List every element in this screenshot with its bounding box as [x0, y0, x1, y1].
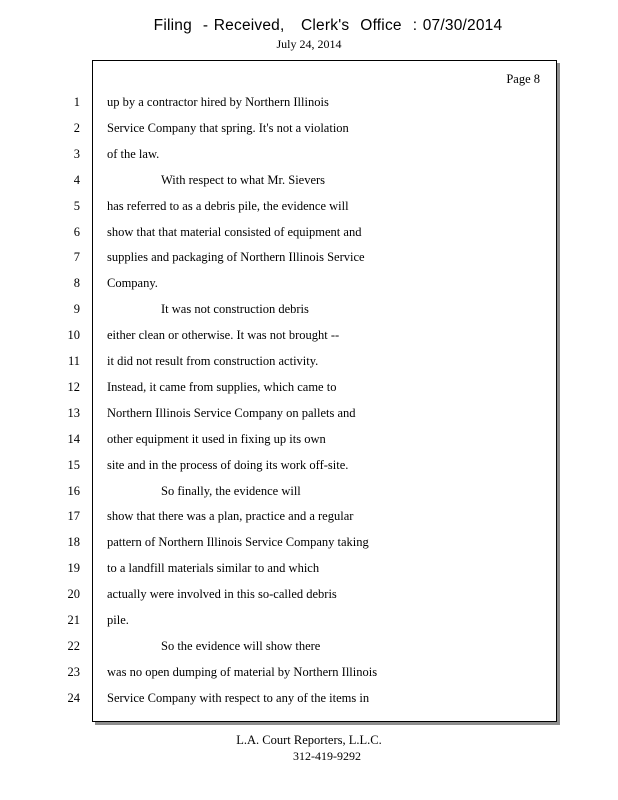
line-text: Instead, it came from supplies, which came to — [107, 379, 337, 394]
line-text: It was not construction debris — [161, 302, 309, 317]
line-text: With respect to what Mr. Sievers — [161, 172, 326, 187]
line-number: 16 — [67, 483, 80, 498]
line-text: it did not result from construction activity. — [107, 354, 319, 368]
line-number: 3 — [73, 146, 80, 161]
line-number: 23 — [67, 664, 80, 679]
line-text: supplies and packaging of Northern Illinois Service — [107, 250, 365, 265]
line-text: pattern of Northern Illinois Service Company taking — [107, 535, 369, 550]
line-number: 24 — [67, 690, 80, 705]
line-number: 17 — [67, 509, 80, 524]
line-text: other equipment it used in fixing up its own — [107, 431, 326, 446]
line-text: Service Company that spring. It's not a violation — [107, 120, 349, 135]
line-number: 12 — [67, 379, 80, 394]
court-reporter-phone: 312-419-9292 — [293, 749, 361, 763]
page-number: Page 8 — [506, 72, 540, 86]
court-reporter-name: L.A. Court Reporters, L.L.C. — [236, 733, 382, 747]
line-number: 19 — [67, 561, 80, 576]
line-text: was no open dumping of material by Northern Illinois — [107, 664, 378, 679]
line-number: 5 — [73, 198, 80, 213]
line-number: 15 — [67, 457, 80, 472]
line-text: Northern Illinois Service Company on pallets and — [107, 405, 356, 420]
line-number: 4 — [73, 172, 80, 187]
line-number: 21 — [67, 613, 80, 627]
line-number: 11 — [67, 354, 80, 368]
line-number: 8 — [73, 276, 80, 291]
line-text: site and in the process of doing its work off-site. — [107, 457, 349, 472]
filing-stamp-text: Filing - Received, Clerk's Office : 07/30/2014 — [153, 17, 503, 34]
line-text: up by a contractor hired by Northern Illinois — [107, 95, 329, 109]
line-number: 7 — [73, 250, 80, 265]
line-text: Service Company with respect to any of the items in — [107, 690, 370, 705]
line-number: 10 — [67, 328, 80, 343]
line-number: 9 — [73, 302, 80, 317]
line-number: 18 — [67, 535, 80, 550]
line-number: 6 — [73, 224, 80, 239]
filing-stamp — [0, 17, 618, 35]
line-text: of the law. — [107, 146, 160, 161]
line-text: either clean or otherwise. It was not brought -- — [107, 328, 340, 343]
line-text: show that that material consisted of equipment and — [107, 224, 362, 239]
line-number: 2 — [73, 120, 80, 135]
line-text: to a landfill materials similar to and which — [107, 561, 320, 576]
line-text: actually were involved in this so-called debris — [107, 587, 337, 602]
line-number: 14 — [67, 431, 80, 446]
line-text: So finally, the evidence will — [161, 483, 301, 498]
line-number: 22 — [67, 638, 80, 653]
line-number: 20 — [67, 587, 80, 602]
line-text: show that there was a plan, practice and a regular — [107, 509, 354, 524]
line-number: 1 — [73, 95, 80, 109]
line-text: Company. — [107, 276, 158, 291]
line-text: So the evidence will show there — [161, 638, 321, 653]
line-number: 13 — [67, 405, 80, 420]
line-text: has referred to as a debris pile, the evidence will — [107, 198, 349, 213]
transcript-date: July 24, 2014 — [276, 37, 342, 51]
line-text: pile. — [107, 613, 129, 627]
